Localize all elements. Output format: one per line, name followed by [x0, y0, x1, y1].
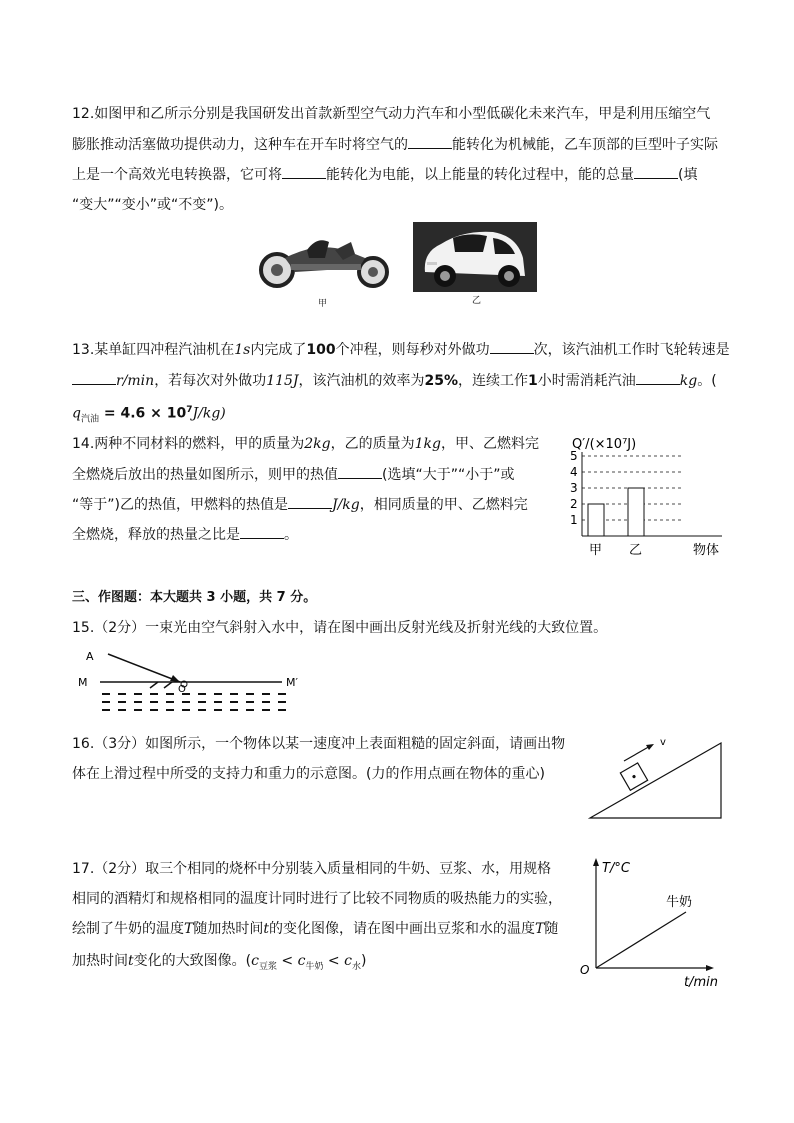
label-m-prime: M′	[286, 676, 298, 689]
t-graph-origin: O	[580, 963, 590, 977]
q15-text: 15.（2分）一束光由空气斜射入水中，请在图中画出反射光线及折射光线的大致位置。	[72, 620, 608, 636]
chart-ytick-label: 2	[570, 497, 578, 511]
q13-work: 115J	[266, 373, 299, 389]
q12-blank-3[interactable]	[634, 164, 678, 179]
q16-line2: 体在上滑过程中所受的支持力和重力的示意图。(力的作用点画在物体的重心)	[72, 766, 545, 782]
chart-ytick-label: 3	[570, 481, 578, 495]
q12-line2-text-b: 能转化为机械能，乙车顶部的巨型叶子实际	[452, 137, 718, 153]
q13-text-2h: 小时需消耗汽油	[537, 373, 636, 389]
label-a: A	[86, 650, 94, 663]
q13-unit-rpm: r/min	[116, 373, 155, 389]
q14-text-3c: ，相同质量的甲、乙燃料完	[359, 497, 528, 513]
block	[620, 763, 647, 790]
q13-text-2d: ，该汽油机的效率为	[298, 373, 425, 389]
incident-ray	[108, 654, 180, 682]
q14-line4	[72, 524, 298, 545]
q17-line4	[72, 951, 366, 977]
q17-c-milk-sub: 牛奶	[305, 961, 324, 972]
incident-arrow	[170, 675, 180, 682]
q17-lt-2: <	[323, 953, 345, 969]
q14-blank-3[interactable]	[240, 524, 284, 539]
q13-q-exp: 7	[186, 405, 193, 415]
hatch-marks	[150, 682, 172, 688]
q13-line2	[72, 370, 717, 391]
q17-var-t1: t	[263, 921, 269, 937]
q13-line3	[72, 400, 226, 429]
milk-label: 牛奶	[666, 895, 693, 910]
q14-blank-1[interactable]	[338, 464, 382, 479]
t-graph-y-arrow	[593, 858, 599, 866]
q13-text-e: 个冲程，则每秒对外做功	[335, 342, 490, 358]
q14-line1	[72, 434, 539, 454]
q13-blank-3[interactable]	[636, 370, 680, 385]
q17-line3	[72, 919, 558, 939]
chart-xlabel: 物体	[693, 543, 720, 558]
chart-bar	[588, 504, 604, 536]
q14-text-2a: 全燃烧后放出的热量如图所示，则甲的热值	[72, 467, 338, 483]
q14-line2	[72, 464, 514, 485]
q17-text-4a: 加热时间	[72, 953, 128, 969]
q17-text-3a: 绘制了牛奶的温度	[72, 921, 184, 937]
q17-temperature-graph	[574, 856, 724, 992]
label-o: O	[178, 684, 186, 695]
q13-text-2b: ，若每次对外做功	[154, 373, 267, 389]
q17-text-3g: 随	[544, 921, 559, 937]
q17-var-t2: t	[128, 953, 134, 969]
q12-blank-1[interactable]	[408, 134, 452, 149]
q17-close: )	[360, 953, 367, 969]
heat-bar-chart	[560, 432, 730, 562]
section3-title: 三、作图题：本大题共 3 小题，共 7 分。	[72, 590, 317, 605]
q13-q-unit: J/kg)	[192, 405, 226, 422]
q13-strokes: 100	[306, 342, 336, 358]
q17-line1: 17.（2分）取三个相同的烧杯中分别装入质量相同的牛奶、豆浆、水，用规格	[72, 861, 552, 877]
q13-unit-kg: kg	[679, 373, 698, 389]
q17-lt-1: <	[276, 953, 298, 969]
q17-c-milk: c	[297, 953, 306, 969]
q14-line3	[72, 494, 528, 515]
t-graph-x-label: t/min	[684, 975, 718, 990]
q14-text-4b: 。	[284, 527, 298, 543]
incline-triangle	[590, 743, 721, 818]
caption-jia: 甲	[318, 299, 328, 309]
t-graph-y-label: T/°C	[602, 861, 630, 876]
q14-text-1a: 14.两种不同材料的燃料，甲的质量为	[72, 436, 305, 452]
chart-bar	[628, 488, 644, 536]
t-graph-x-arrow	[706, 965, 714, 971]
q13-text-2f: ，连续工作	[458, 373, 529, 389]
q13-q-symbol: q	[72, 405, 81, 422]
q17-var-T1: T	[184, 921, 194, 937]
q14-mass-yi: 1kg	[414, 436, 441, 452]
chart-category-label: 甲	[589, 543, 603, 558]
q17-c-water: c	[344, 953, 352, 969]
q12-line4: “变大”“变小”或“不变”)。	[72, 197, 233, 213]
chart-ytick-label: 1	[570, 513, 578, 527]
q14-text-1e: ，甲、乙燃料完	[440, 436, 539, 452]
q14-blank-2[interactable]	[288, 494, 332, 509]
q13-text-a: 13.某单缸四冲程汽油机在	[72, 342, 235, 358]
label-m: M	[78, 676, 88, 689]
caption-yi: 乙	[472, 296, 482, 306]
q13-blank-1[interactable]	[490, 339, 534, 354]
q12-line3-text-a: 上是一个高效光电转换器，它可将	[72, 167, 282, 183]
water-dashes	[102, 694, 286, 710]
q13-blank-2[interactable]	[72, 370, 116, 385]
q13-text-f: 次，该汽油机工作时飞轮转速是	[533, 342, 730, 358]
q17-line2: 相同的酒精灯和规格相同的温度计同时进行了比较不同物质的吸热能力的实验，	[72, 891, 562, 907]
q13-text-2j: 。(	[697, 373, 717, 389]
velocity-arrowhead	[646, 744, 654, 750]
label-v: v	[660, 737, 666, 748]
q17-c-soy-sub: 豆浆	[258, 961, 277, 972]
car-jia-image	[255, 228, 395, 300]
q13-q-sub: 汽油	[80, 414, 99, 425]
q14-text-2b: (选填“大于”“小于”或	[382, 467, 515, 483]
q14-text-4a: 全燃烧，释放的热量之比是	[72, 527, 240, 543]
q17-text-3e: 的变化图像，请在图中画出豆浆和水的温度	[268, 921, 535, 937]
q12-line1: 12.如图甲和乙所示分别是我国研发出首款新型空气动力汽车和小型低碳化未来汽车，甲是利用压缩空气	[72, 106, 711, 122]
q17-text-3c: 随加热时间	[193, 921, 264, 937]
car-yi-image	[413, 222, 537, 292]
q12-blank-2[interactable]	[282, 164, 326, 179]
q16-line1: 16.（3分）如图所示，一个物体以某一速度冲上表面粗糙的固定斜面，请画出物	[72, 736, 566, 752]
q12-line3-text-c: (填	[678, 167, 698, 183]
q17-c-water-sub: 水	[351, 961, 361, 972]
q17-text-4c: 变化的大致图像。(	[133, 953, 252, 969]
q12-line2	[72, 134, 718, 155]
q13-time: 1s	[234, 342, 251, 358]
q15-diagram	[72, 644, 332, 720]
q12-line3	[72, 164, 697, 185]
q13-line1	[72, 339, 730, 360]
q16-incline-diagram	[588, 733, 724, 821]
q13-q-value: = 4.6 × 10	[98, 405, 187, 422]
q14-unit: J/kg	[331, 497, 360, 513]
chart-category-label: 乙	[629, 543, 643, 558]
q13-hours: 1	[528, 373, 538, 389]
q13-efficiency: 25%	[424, 373, 459, 389]
q14-text-3a: “等于”)乙的热值，甲燃料的热值是	[72, 497, 288, 513]
chart-ytick-label: 4	[570, 465, 578, 479]
q17-c-soy: c	[251, 953, 259, 969]
q13-text-c: 内完成了	[250, 342, 307, 358]
chart-title: Q′/(×10⁷J)	[572, 437, 637, 452]
q14-text-1c: ，乙的质量为	[330, 436, 415, 452]
chart-ytick-label: 5	[570, 449, 578, 463]
q12-line3-text-b: 能转化为电能，以上能量的转化过程中，能的总量	[326, 167, 634, 183]
q14-mass-jia: 2kg	[304, 436, 331, 452]
q12-line2-text-a: 膨胀推动活塞做功提供动力，这种车在开车时将空气的	[72, 137, 408, 153]
q17-var-T2: T	[534, 921, 545, 937]
milk-line	[596, 912, 686, 968]
